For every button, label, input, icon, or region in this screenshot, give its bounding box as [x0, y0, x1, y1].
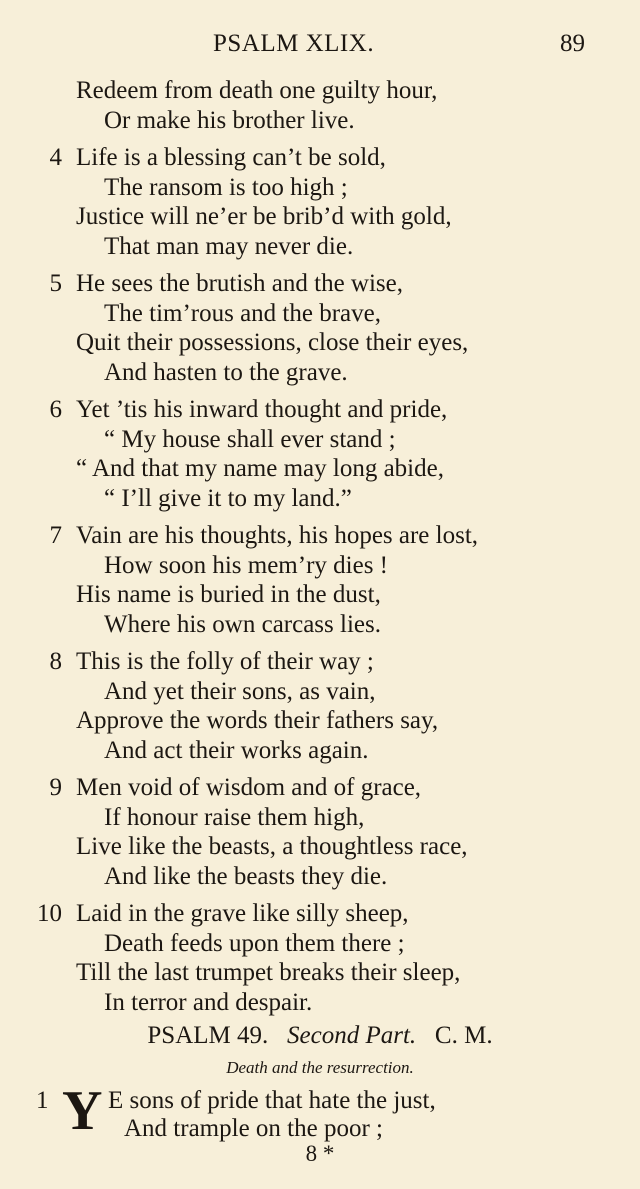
verse-line: Or make his brother live. [104, 106, 355, 134]
stanza-number: 10 [37, 900, 62, 927]
verse-line: And hasten to the grave. [104, 358, 348, 386]
stanza [0, 395, 640, 513]
stanza [0, 773, 640, 891]
verse-line: And yet their sons, as vain, [104, 677, 376, 705]
drop-cap: Y [62, 1080, 103, 1142]
verse-line: Live like the beasts, a thoughtless race, [76, 833, 468, 860]
verse-line: Life is a blessing can’t be sold, [76, 144, 386, 171]
stanza-number: 4 [49, 144, 62, 171]
stanza-number: 1 [36, 1087, 49, 1114]
stanza-number: 7 [49, 522, 62, 549]
signature-mark: 8 * [305, 1141, 335, 1166]
verse-line: How soon his mem’ry dies ! [104, 551, 388, 579]
stanza [0, 521, 640, 639]
verse-line: He sees the brutish and the wise, [76, 270, 404, 297]
verse-line: Death feeds upon them there ; [104, 929, 405, 957]
verse-line: Vain are his thoughts, his hopes are lost, [76, 522, 479, 549]
stanza-number: 9 [49, 774, 62, 801]
stanza [0, 269, 640, 387]
stanza [0, 143, 640, 261]
verse-line: Redeem from death one guilty hour, [76, 77, 438, 104]
verse-line: Men void of wisdom and of grace, [76, 774, 422, 801]
stanza [0, 647, 640, 765]
stanza-number: 8 [49, 648, 62, 675]
verse-line: “ And that my name may long abide, [76, 455, 444, 482]
running-header [0, 26, 640, 66]
verse-line: Where his own carcass lies. [104, 610, 381, 638]
page-number: 89 [560, 30, 585, 57]
verse-line: And trample on the poor ; [124, 1115, 383, 1142]
running-title: PSALM XLIX. [213, 30, 375, 57]
verse-line: And like the beasts they die. [104, 862, 388, 890]
verse-line: And act their works again. [104, 736, 369, 764]
stanza-number: 5 [49, 270, 62, 297]
verse-line: Quit their possessions, close their eyes, [76, 329, 469, 356]
psalm-number: PSALM 49. [147, 1022, 269, 1049]
verse-line: The ransom is too high ; [104, 173, 348, 201]
verse-line: Justice will ne’er be brib’d with gold, [76, 203, 452, 230]
stanza [0, 76, 640, 135]
stanza-list [0, 76, 640, 1025]
verse-line: His name is buried in the dust, [76, 581, 381, 608]
stanza-number: 6 [49, 396, 62, 423]
part-subtitle: Death and the resurrection. [226, 1058, 414, 1077]
verse-line: The tim’rous and the brave, [104, 299, 381, 327]
verse-line: Yet ’tis his inward thought and pride, [76, 396, 448, 423]
verse-line: Laid in the grave like silly sheep, [76, 900, 409, 927]
verse-line: E sons of pride that hate the just, [108, 1087, 436, 1114]
verse-line: This is the folly of their way ; [76, 648, 374, 675]
verse-line: Approve the words their fathers say, [76, 707, 439, 734]
part-label: Second Part. [287, 1022, 417, 1049]
verse-line: Till the last trumpet breaks their sleep, [76, 959, 461, 986]
meter-label: C. M. [434, 1022, 493, 1049]
stanza [0, 899, 640, 1017]
verse-line: “ My house shall ever stand ; [104, 425, 396, 453]
part-heading [0, 1022, 640, 1050]
verse-line: In terror and despair. [104, 988, 313, 1016]
verse-line: That man may never die. [104, 232, 354, 260]
verse-line: “ I’ll give it to my land.” [104, 484, 352, 512]
verse-line: If honour raise them high, [104, 803, 365, 831]
